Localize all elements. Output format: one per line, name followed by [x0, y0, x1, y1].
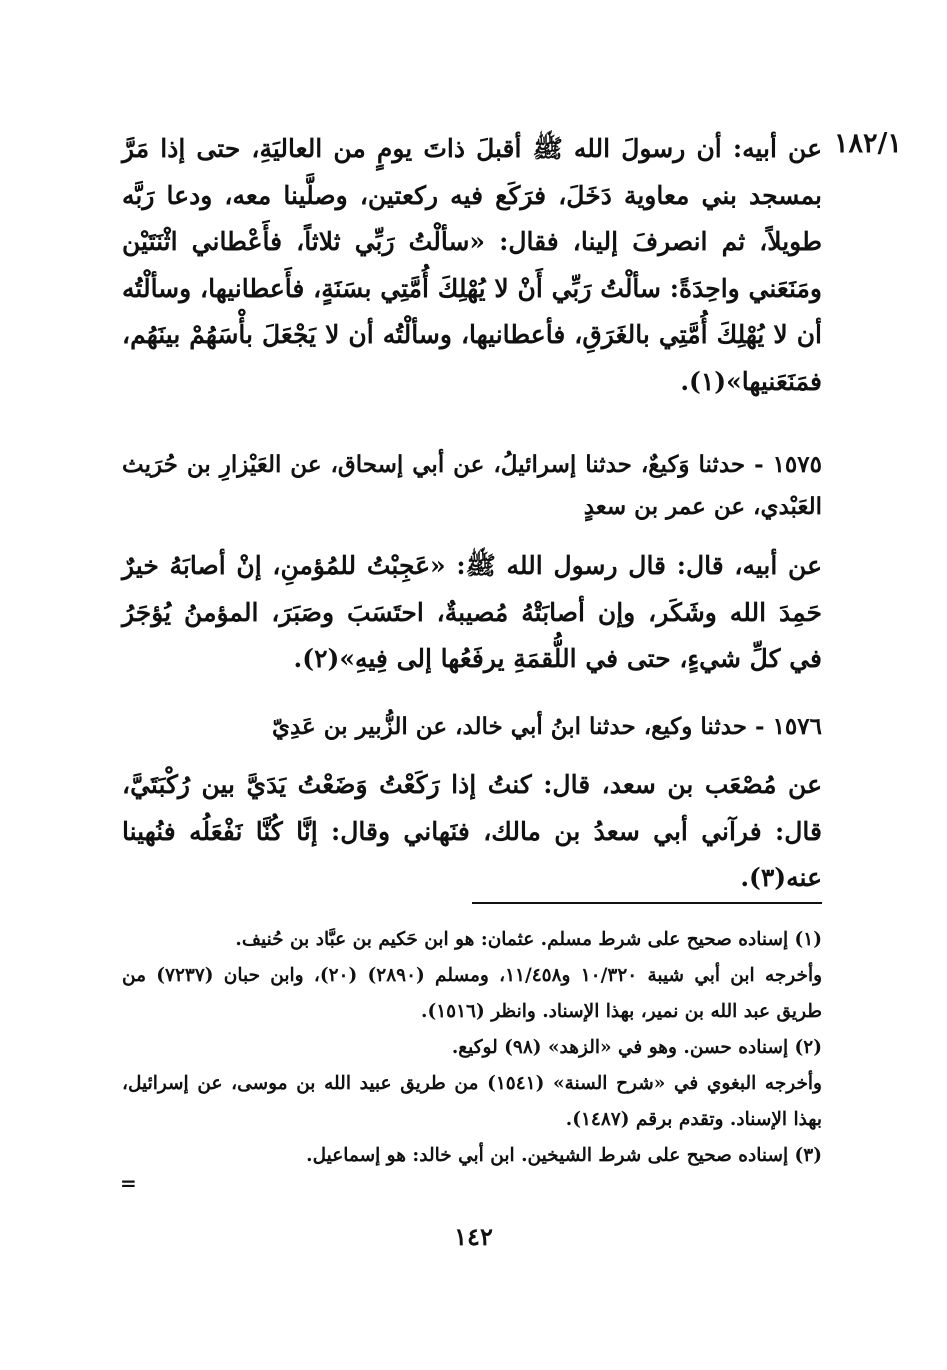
footnotes: [122, 922, 822, 1174]
hadith-1574-matn: عن أبيه: أن رسولَ الله ﷺ أقبلَ ذاتَ يومٍ من العاليَةِ، حتى إذا مَرَّ بمسجد بني معاوية دَخَلَ، فرَكَع فيه ركعتين، وصلَّينا معه، ودعا رَبَّه طويلاً، ثم انصرفَ إلينا، فقال: «سألْتُ رَبِّي ثلاثاً، فأَعْطاني اثْنَتَيْن ومَنَعَني واحِدَةً: سألْتُ رَبِّي أَنْ لا يُهْلِكَ أُمَّتِي بسَنَةٍ، فأَعطانيها، وسألْتُه أن لا يُهْلِكَ أُمَّتِي بالغَرَقِ، فأعطانيها، وسألْتُه أن لا يَجْعَلَ بأْسَهُمْ بينَهُم، فمَنَعَنيها»(١).: [122, 134, 822, 396]
footnote-2-cont: وأخرجه البغوي في «شرح السنة» (١٥٤١) من طريق عبيد الله بن موسى، عن إسرائيل، بهذا الإسناد. وتقدم برقم (١٤٨٧).: [122, 1073, 822, 1130]
footnote-1-cont: وأخرجه ابن أبي شيبة ١٠/٣٢٠ و١١/٤٥٨، ومسلم (٢٨٩٠) (٢٠)، وابن حبان (٧٢٣٧) من طريق عبد الله بن نمير، بهذا الإسناد. وانظر (١٥١٦).: [122, 965, 823, 1022]
footnote-2: (٢) إسناده حسن. وهو في «الزهد» (٩٨) لوكيع.: [451, 1037, 822, 1058]
hadith-1575-matn: عن أبيه، قال: قال رسول الله ﷺ: «عَجِبْتُ للمُؤمنِ، إنْ أصابَهُ خيرٌ حَمِدَ الله وشَكَر، وإن أصابَتْهُ مُصيبةٌ، احتَسَبَ وصَبَرَ، المؤمنُ يُؤجَرُ في كلِّ شيءٍ، حتى في اللُّقمَةِ يرفَعُها إلى فِيهِ»(٢).: [122, 551, 822, 673]
hadith-1576-matn: عن مُصْعَب بن سعد، قال: كنتُ إذا رَكَعْتُ وَضَعْتُ يَدَيَّ بين رُكْبَتَيَّ، قال: فرآني أبي سعدُ بن مالك، فنَهاني وقال: إنَّا كُنَّا نَفْعَلُه فنُهينا عنه(٣).: [122, 770, 822, 892]
footnote-divider: [472, 902, 822, 904]
hadith-1576-isnad: ١٥٧٦ - حدثنا وكيع، حدثنا ابنُ أبي خالد، عن الزُّبير بن عَدِيّ: [271, 713, 822, 740]
volume-page-reference: ١٨٢/١: [834, 128, 902, 159]
hadith-1575-isnad: ١٥٧٥ - حدثنا وَكيعٌ، حدثنا إسرائيلُ، عن أبي إسحاق، عن العَيْزارِ بن حُرَيث العَبْدي، عن عمر بن سعدٍ: [122, 451, 822, 520]
footnote-3: (٣) إسناده صحيح على شرط الشيخين. ابن أبي خالد: هو إسماعيل.: [306, 1145, 822, 1166]
continuation-mark: =: [120, 1171, 137, 1195]
page-number: ١٤٢: [454, 1222, 493, 1251]
footnote-1: (١) إسناده صحيح على شرط مسلم. عثمان: هو ابن حَكيم بن عبَّاد بن حُنيف.: [235, 929, 822, 950]
